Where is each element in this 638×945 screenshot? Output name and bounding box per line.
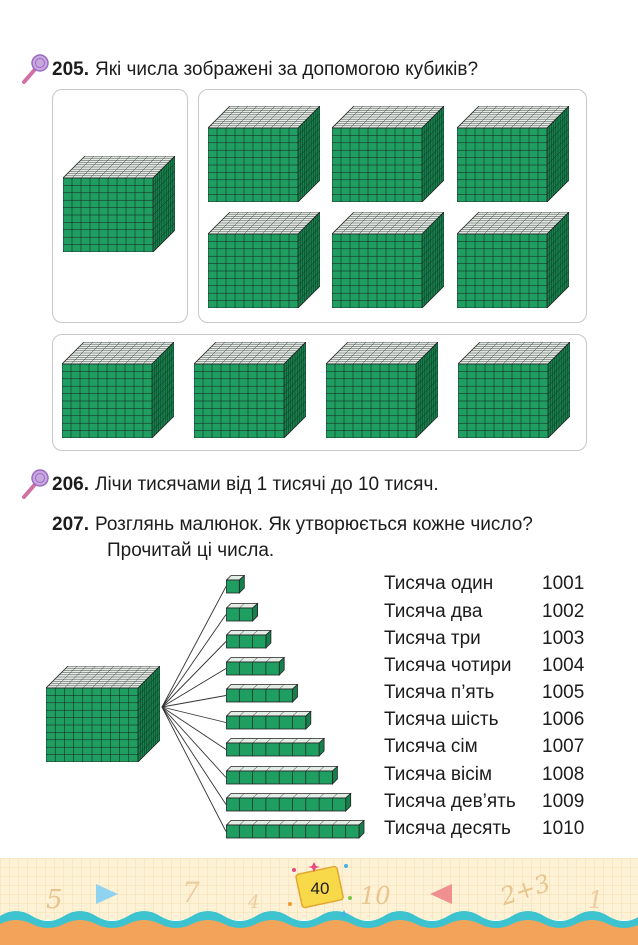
thousand-cube	[63, 156, 175, 257]
thousand-cube	[326, 342, 438, 443]
number-row-label: Тисяча два	[384, 601, 483, 622]
number-row-label: Тисяча дев’ять	[384, 791, 516, 812]
task-207-number: 207.	[52, 514, 89, 535]
task-207-line-1	[52, 513, 533, 537]
number-row-value: 1004	[542, 655, 585, 676]
fan-line	[162, 707, 226, 832]
thousand-cube	[457, 106, 569, 207]
fan-line	[162, 669, 226, 708]
microphone-icon-205	[18, 52, 52, 86]
number-row-value: 1006	[542, 709, 585, 730]
thousand-cube	[457, 212, 569, 313]
number-row-label: Тисяча чотири	[384, 655, 512, 676]
unit-cube-row-6	[226, 711, 312, 730]
task-205-number: 205.	[52, 59, 89, 80]
unit-cube-row-2	[226, 603, 259, 622]
footer-digit-1: 1	[588, 886, 604, 914]
task-207-text-1: Розглянь малюнок. Як утворюється кожне число?	[94, 514, 533, 535]
number-row-label: Тисяча п’ять	[384, 682, 495, 703]
thousand-cube	[46, 666, 160, 767]
thousand-cube	[332, 106, 444, 207]
footer-digit-4: 4	[248, 892, 260, 913]
fan-line	[162, 696, 226, 708]
thousand-cube	[332, 212, 444, 313]
unit-cube-row-3	[226, 630, 272, 649]
number-row-value: 1010	[542, 818, 585, 839]
footer-digit-10: 10	[360, 882, 391, 910]
fan-line	[162, 707, 226, 778]
unit-cube-row-4	[226, 657, 285, 676]
unit-cube-row-9	[226, 793, 352, 812]
fan-line	[162, 707, 226, 750]
number-row-value: 1008	[542, 764, 585, 785]
number-row-label: Тисяча десять	[384, 818, 511, 839]
number-row-value: 1009	[542, 791, 585, 812]
unit-cube-row-7	[226, 738, 325, 757]
unit-cube-row-1	[226, 575, 245, 594]
footer-digit-7: 7	[182, 876, 200, 909]
task-205-text: Які числа зображені за допомогою кубиків?	[94, 59, 479, 80]
footer-digit-2plus3: 2+3	[496, 868, 554, 912]
task-207-line-2	[107, 539, 274, 563]
footer-digit-5: 5	[46, 885, 63, 915]
fan-line	[162, 642, 226, 708]
unit-cube-row-5	[226, 684, 299, 703]
number-row-label: Тисяча сім	[384, 736, 478, 757]
fan-line	[162, 707, 226, 723]
unit-cube-row-8	[226, 766, 338, 785]
task-206-text: Лічи тисячами від 1 тисячі до 10 тисяч.	[94, 474, 439, 495]
number-row-label: Тисяча вісім	[384, 764, 493, 785]
number-row-label: Тисяча один	[384, 573, 494, 594]
task-206-line	[52, 473, 439, 497]
number-row-label: Тисяча шість	[384, 709, 499, 730]
page-number: 40	[310, 879, 330, 898]
thousand-cube	[62, 342, 174, 443]
fan-line	[162, 587, 226, 708]
microphone-icon-206	[18, 467, 52, 501]
task-207-text-2: Прочитай ці числа.	[107, 540, 275, 561]
task-206-number: 206.	[52, 474, 89, 495]
thousand-cube	[208, 212, 320, 313]
number-row-value: 1001	[542, 573, 585, 594]
number-row-value: 1003	[542, 628, 585, 649]
thousand-cube	[208, 106, 320, 207]
unit-cube-row-10	[226, 820, 365, 839]
thousand-cube	[458, 342, 570, 443]
number-row-label: Тисяча три	[384, 628, 481, 649]
number-row-value: 1007	[542, 736, 585, 757]
number-row-value: 1002	[542, 601, 585, 622]
number-row-value: 1005	[542, 682, 585, 703]
thousand-cube	[194, 342, 306, 443]
fan-line	[162, 615, 226, 708]
fan-line	[162, 707, 226, 805]
task-205-line	[52, 58, 478, 82]
